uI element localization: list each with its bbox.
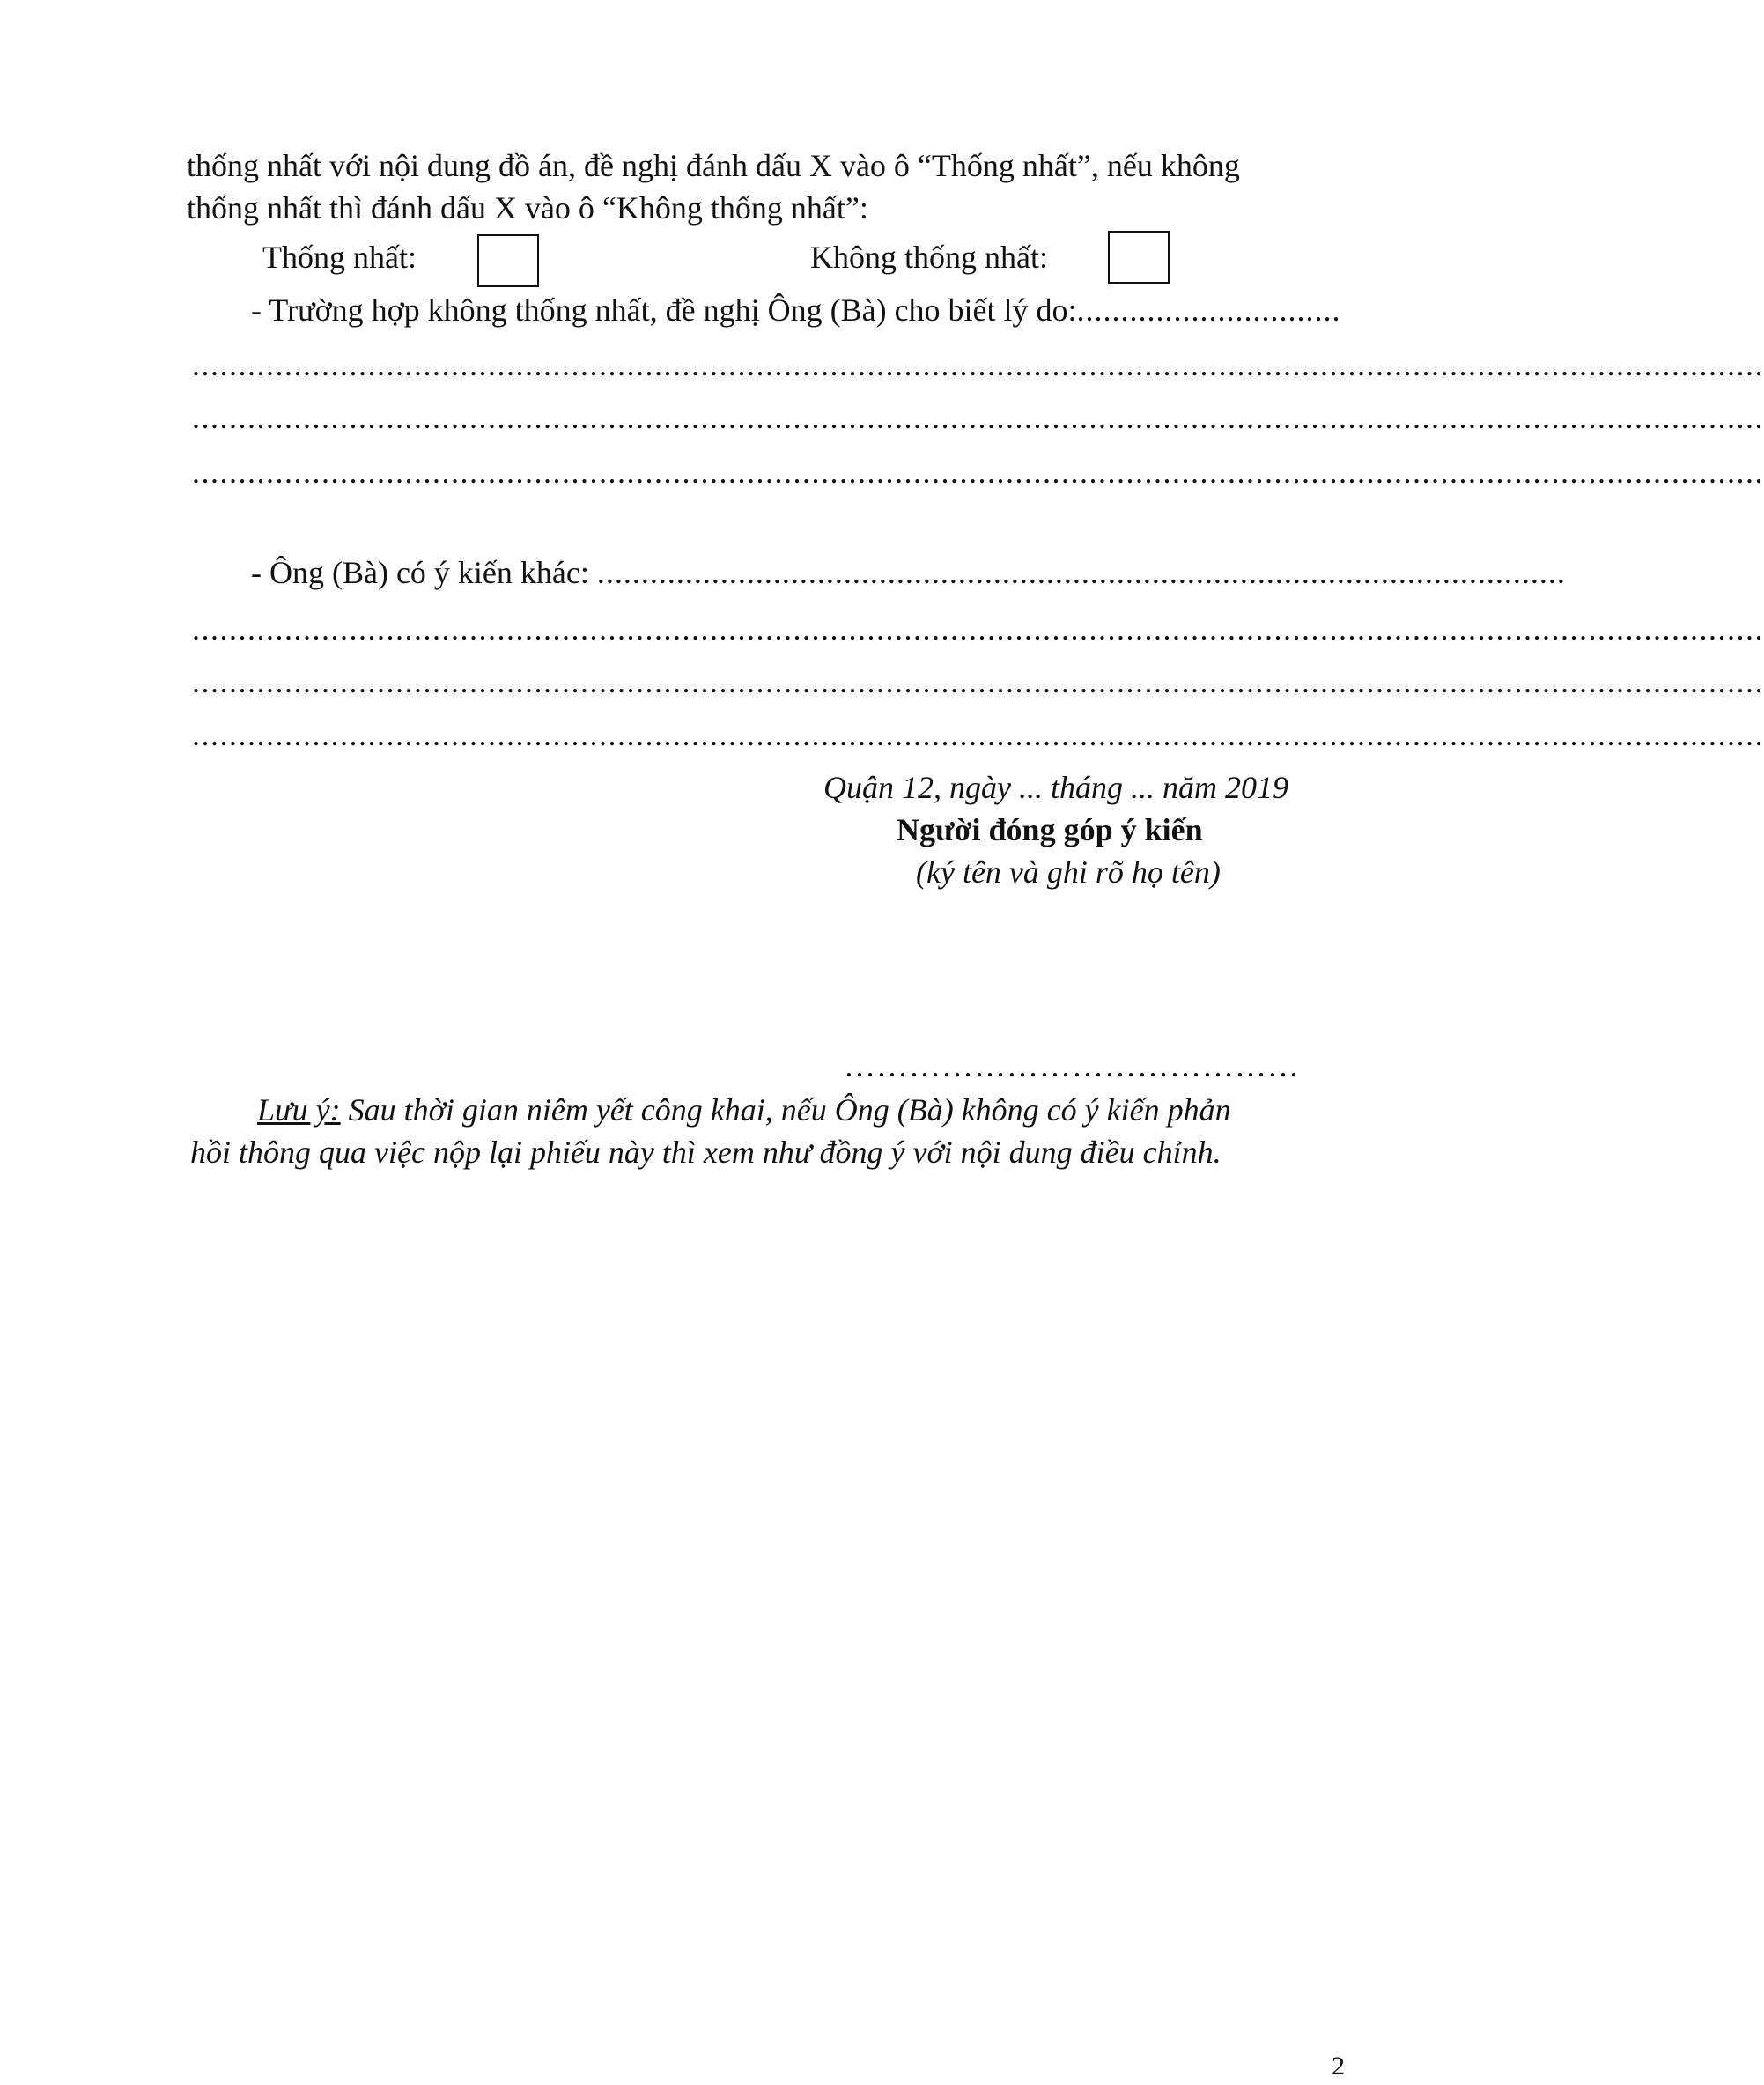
intro-line-2: thống nhất thì đánh dấu X vào ô “Không thống nhất”: bbox=[187, 190, 868, 226]
reason-line-3[interactable]: .......................................................................................................................................................................... bbox=[192, 455, 1764, 490]
signature-title: Người đóng góp ý kiến bbox=[897, 812, 1203, 847]
other-label bbox=[251, 553, 1566, 592]
reason-first-line-dots[interactable]: .............................. bbox=[1076, 292, 1341, 328]
reason-line-2[interactable]: .......................................................................................................................................................................... bbox=[192, 400, 1764, 435]
other-line-3[interactable]: .......................................................................................................................................................................... bbox=[192, 717, 1764, 752]
disagree-checkbox[interactable] bbox=[1108, 231, 1170, 284]
signature-place-date: Quận 12, ngày ... tháng ... năm 2019 bbox=[823, 770, 1288, 805]
agree-checkbox[interactable] bbox=[477, 234, 539, 287]
footnote-line-1 bbox=[257, 1091, 1231, 1129]
reason-line-1[interactable]: .......................................................................................................................................................................... bbox=[192, 347, 1764, 382]
other-line-2[interactable]: .......................................................................................................................................................................... bbox=[192, 664, 1764, 699]
footnote-line-2: hồi thông qua việc nộp lại phiếu này thì xem như đồng ý với nội dung điều chỉnh. bbox=[190, 1135, 1222, 1170]
other-first-line-dots[interactable]: .............................................................................................................. bbox=[596, 555, 1566, 590]
footnote-label: Lưu ý: bbox=[257, 1092, 341, 1128]
agree-label: Thống nhất: bbox=[262, 240, 417, 275]
reason-label-text: - Trường hợp không thống nhất, đề nghị Ông (Bà) cho biết lý do: bbox=[251, 292, 1077, 328]
signature-line[interactable]: …………………………………… bbox=[844, 1048, 1300, 1083]
disagree-label: Không thống nhất: bbox=[810, 240, 1048, 275]
footnote-text-1: Sau thời gian niêm yết công khai, nếu Ông (Bà) không có ý kiến phản bbox=[340, 1092, 1231, 1128]
reason-label bbox=[251, 291, 1341, 329]
page-number: 2 bbox=[1332, 2052, 1345, 2081]
intro-line-1: thống nhất với nội dung đồ án, đề nghị đánh dấu X vào ô “Thống nhất”, nếu không bbox=[187, 148, 1240, 183]
other-line-1[interactable]: .......................................................................................................................................................................... bbox=[192, 611, 1764, 647]
other-label-text: - Ông (Bà) có ý kiến khác: bbox=[251, 555, 589, 590]
signature-note: (ký tên và ghi rõ họ tên) bbox=[916, 854, 1221, 890]
